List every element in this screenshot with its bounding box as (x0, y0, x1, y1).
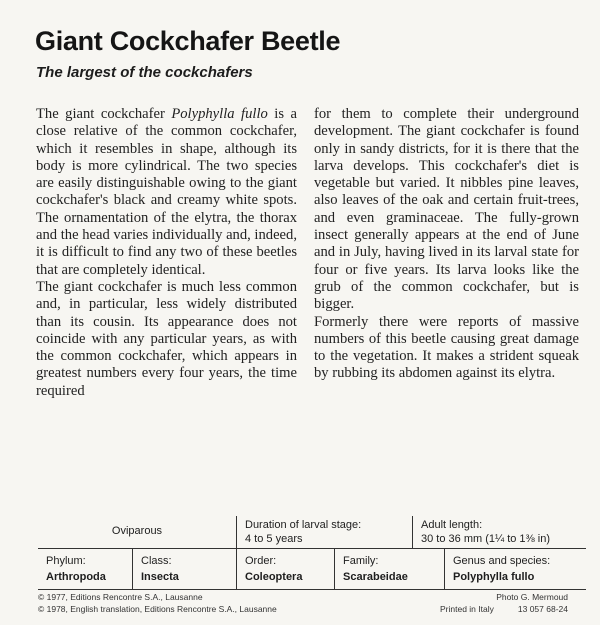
family-label: Family: (343, 555, 379, 567)
adult-length-label: Adult length: (421, 519, 483, 531)
phylum-label: Phylum: (46, 555, 86, 567)
facts-table (38, 516, 586, 590)
footer-line-1 (38, 592, 568, 602)
photo-credit: Photo G. Mermoud (496, 592, 568, 602)
larval-stage-cell (236, 516, 412, 548)
copyright-original: © 1977, Editions Rencontre S.A., Lausanne (38, 592, 203, 602)
larval-stage-label: Duration of larval stage: (245, 519, 362, 531)
species-name: Polyphylla fullo (171, 106, 268, 122)
phylum-value: Arthropoda (46, 571, 106, 583)
family-value: Scarabeidae (343, 571, 408, 583)
genus-species-label: Genus and species: (453, 555, 551, 567)
printed-in: Printed in Italy (440, 604, 494, 614)
class-value: Insecta (141, 571, 179, 583)
paragraph: The giant cockchafer is much less common and, in particular, less widely distributed than its cousin. Its appearance does not coincide with any particular years, as with the common cockchafer, which appears in greatest numbers every four years, the time required (36, 278, 297, 399)
copyright-translation: © 1978, English translation, Editions Rencontre S.A., Lausanne (38, 604, 277, 614)
larval-stage-value: 4 to 5 years (245, 533, 303, 545)
paragraph: for them to complete their underground development. The giant cockchafer is found only in sandy districts, for it is there that the larva develops. This cockchafer's diet is vegetable but varied. It nibbles pine leaves, also leaves of the oak and certain fruit-trees, and even graminaceae. The fully-grown insect generally appears at the end of June and in July, having lived in its larval state for four or five years. Its larva looks like the grub of the common cockchafer, but is bigger. (314, 106, 579, 313)
phylum-cell (38, 549, 132, 589)
facts-row-top (38, 516, 586, 549)
card-code: 13 057 68-24 (517, 604, 568, 614)
class-cell (132, 549, 236, 589)
genus-species-value: Polyphylla fullo (453, 571, 535, 583)
adult-length-cell (412, 516, 586, 548)
paragraph: Formerly there were reports of massive numbers of this beetle causing great damage to the vegetation. It makes a strident squeak by rubbing its abdomen against its elytra. (314, 313, 579, 382)
order-label: Order: (245, 555, 277, 567)
text-column-left (36, 106, 297, 400)
family-cell (334, 549, 444, 589)
facts-row-taxonomy (38, 549, 586, 590)
reproduction-value: Oviparous (111, 525, 163, 537)
card-subtitle: The largest of the cockchafers (36, 64, 253, 81)
footer-line-2 (38, 604, 568, 614)
adult-length-value: 30 to 36 mm (1¼ to 1⅜ in) (421, 533, 551, 545)
genus-species-cell (444, 549, 586, 589)
text-run: is a close relative of the common cockchafer, which it resembles in shape, although its body is more cylindrical. The two species are easily distinguishable owing to the giant cockchafer's black and creamy white spots. The ornamentation of the elytra, the thorax and the head varies individually and, indeed, it is difficult to find any two of these beetles that are completely identical. (36, 106, 297, 278)
card-title: Giant Cockchafer Beetle (35, 26, 341, 56)
order-value: Coleoptera (245, 571, 303, 583)
paragraph (36, 106, 297, 279)
reproduction-cell (38, 516, 236, 548)
class-label: Class: (141, 555, 172, 567)
text-column-right (314, 106, 579, 383)
order-cell (236, 549, 334, 589)
text-run: The giant cockchafer (36, 106, 172, 122)
